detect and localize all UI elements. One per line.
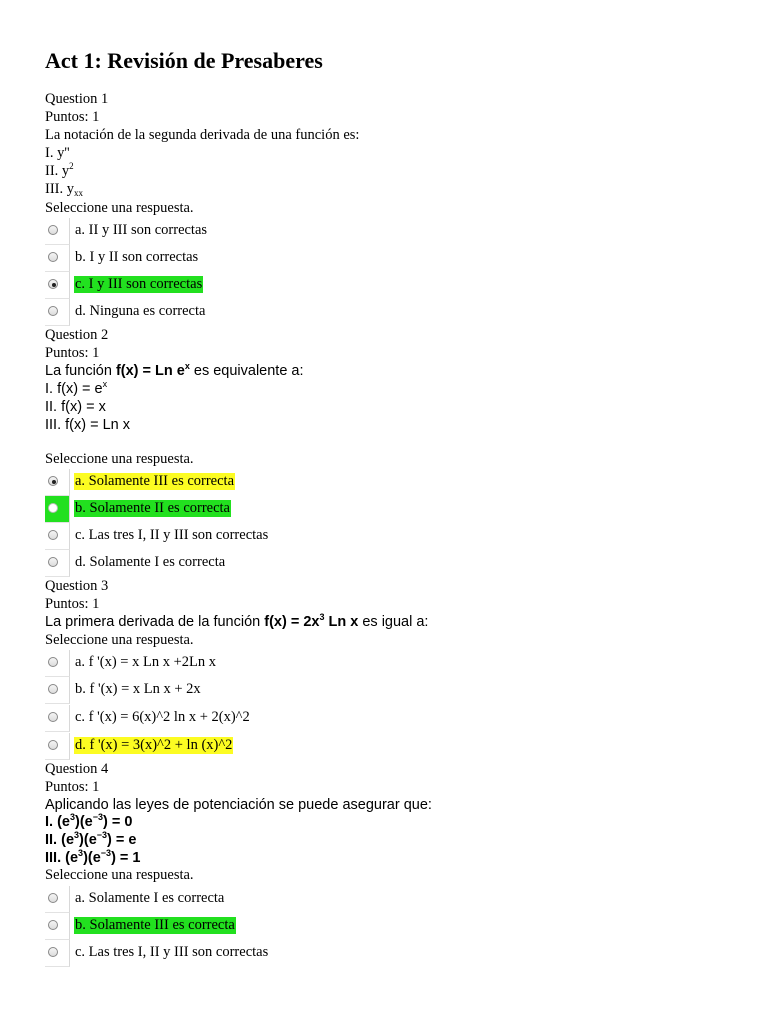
q3-option-b[interactable]: [45, 677, 345, 703]
radio-button-selected[interactable]: [48, 476, 58, 486]
question-4-statement-i: I. $(e^3)(e^{-3}) = 0$: [45, 812, 133, 830]
q3-option-d[interactable]: [45, 733, 345, 759]
radio-button[interactable]: [48, 684, 58, 694]
radio-button[interactable]: [48, 740, 58, 750]
option-label: d. Solamente I es correcta: [75, 554, 226, 570]
question-4-select-prompt: Seleccione una respuesta.: [45, 867, 194, 883]
q1-option-c[interactable]: [45, 272, 345, 298]
option-label: d. Ninguna es correcta: [75, 303, 206, 319]
question-2-statement-ii: II. f(x) = x: [45, 399, 106, 415]
q2-option-d[interactable]: [45, 550, 345, 576]
question-4-statement-iii: III. $(e^3)(e^{-3}) = 1$: [45, 848, 141, 866]
option-label: b. f '(x) = x Ln x + 2x: [75, 681, 201, 697]
radio-button-selected[interactable]: [48, 279, 58, 289]
question-4-statement-ii: II. $(e^3)(e^{-3}) = e$: [45, 830, 137, 848]
option-label: a. Solamente I es correcta: [75, 890, 225, 906]
radio-button[interactable]: [48, 920, 58, 930]
q2-option-a[interactable]: [45, 469, 345, 495]
question-2-stem: La función f(x) = Ln $e^x$ es equivalente a:: [45, 361, 304, 379]
question-1-heading: Question 1: [45, 91, 109, 107]
question-1-statement-iii: III. $y_{xx}$: [45, 181, 83, 198]
q2-option-c[interactable]: [45, 523, 345, 549]
option-label: b. Solamente III es correcta: [75, 917, 235, 933]
question-2-statement-i: I. $f(x) = e^x$: [45, 379, 108, 397]
question-4-heading: Question 4: [45, 761, 109, 777]
radio-button[interactable]: [48, 657, 58, 667]
radio-button[interactable]: [48, 306, 58, 316]
radio-button[interactable]: [48, 947, 58, 957]
option-label: a. f '(x) = x Ln x +2Ln x: [75, 654, 216, 670]
page-title: Act 1: Revisión de Presaberes: [45, 48, 323, 73]
question-3-stem: La primera derivada de la función $f(x) = 2x^3$ Ln x es igual a:: [45, 612, 429, 630]
q4-option-c[interactable]: [45, 940, 345, 966]
q1-option-b[interactable]: [45, 245, 345, 271]
question-4-stem: Aplicando las leyes de potenciación se puede asegurar que:: [45, 797, 432, 813]
option-label: b. Solamente II es correcta: [75, 500, 230, 516]
question-2-heading: Question 2: [45, 327, 109, 343]
option-label: c. Las tres I, II y III son correctas: [75, 527, 269, 543]
option-label: b. I y II son correctas: [75, 249, 199, 265]
option-label: a. II y III son correctas: [75, 222, 208, 238]
option-label: a. Solamente III es correcta: [75, 473, 235, 489]
option-label: d. f '(x) = 3(x)^2 + ln (x)^2: [75, 737, 233, 753]
radio-button[interactable]: [48, 503, 58, 513]
q1-option-d[interactable]: [45, 299, 345, 325]
question-4-points: Puntos: 1: [45, 779, 100, 795]
question-2-statement-iii: III. f(x) = Ln x: [45, 417, 131, 433]
question-1-statement-i: I. y'': [45, 145, 70, 161]
q2-option-b[interactable]: [45, 496, 345, 522]
radio-button[interactable]: [48, 893, 58, 903]
option-label: c. Las tres I, II y III son correctas: [75, 944, 269, 960]
question-1-select-prompt: Seleccione una respuesta.: [45, 200, 194, 216]
question-1-stem: La notación de la segunda derivada de una función es:: [45, 127, 360, 143]
radio-button[interactable]: [48, 557, 58, 567]
question-3-select-prompt: Seleccione una respuesta.: [45, 632, 194, 648]
question-3-points: Puntos: 1: [45, 596, 100, 612]
radio-button[interactable]: [48, 225, 58, 235]
question-2-points: Puntos: 1: [45, 345, 100, 361]
question-1-statement-ii: II. $y^2$: [45, 161, 74, 179]
radio-button[interactable]: [48, 712, 58, 722]
q1-option-a[interactable]: [45, 218, 345, 244]
q4-option-b[interactable]: [45, 913, 345, 939]
q3-option-c[interactable]: [45, 705, 345, 731]
option-label: c. f '(x) = 6(x)^2 ln x + 2(x)^2: [75, 709, 250, 725]
radio-button[interactable]: [48, 252, 58, 262]
question-1-points: Puntos: 1: [45, 109, 100, 125]
question-2-select-prompt: Seleccione una respuesta.: [45, 451, 194, 467]
q4-option-a[interactable]: [45, 886, 345, 912]
q3-option-a[interactable]: [45, 650, 345, 676]
radio-button[interactable]: [48, 530, 58, 540]
option-label: c. I y III son correctas: [75, 276, 203, 292]
question-3-heading: Question 3: [45, 578, 109, 594]
